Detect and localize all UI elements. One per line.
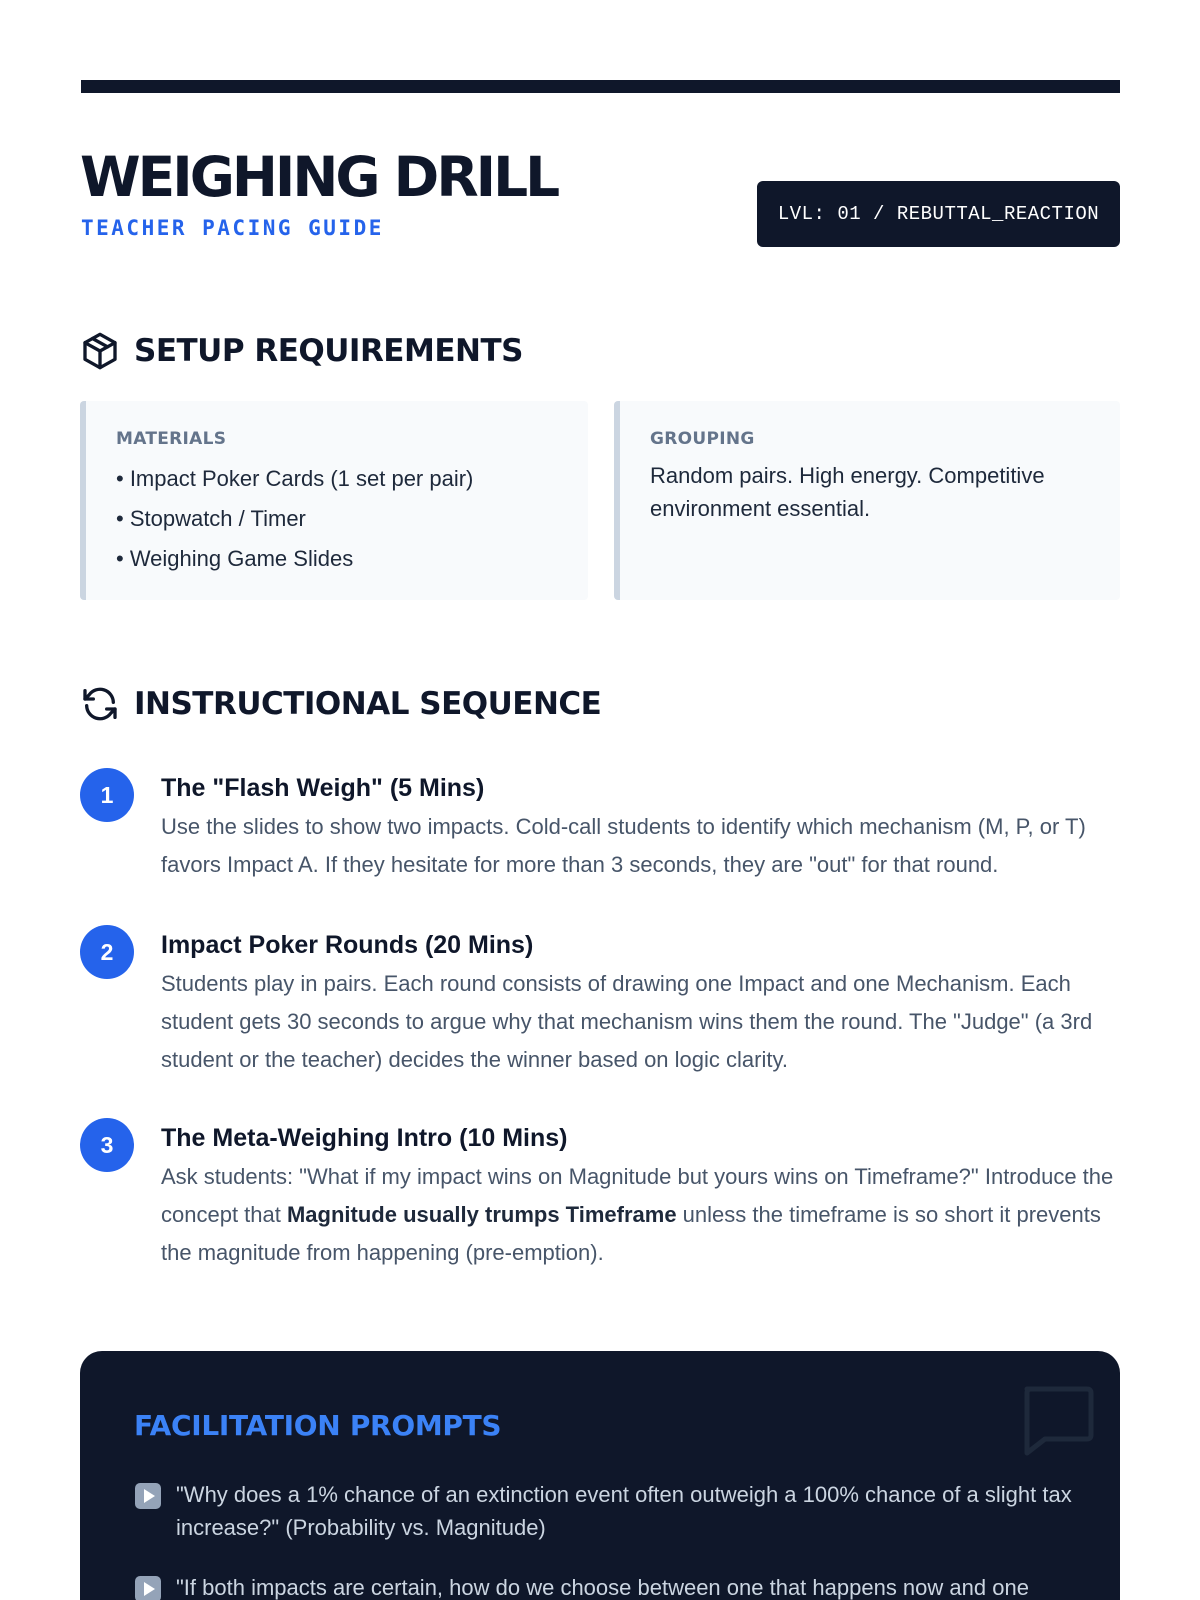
list-item: • Impact Poker Cards (1 set per pair)	[116, 466, 474, 491]
page-subtitle: TEACHER PACING GUIDE	[81, 216, 384, 240]
materials-card	[80, 401, 588, 600]
grouping-card	[614, 401, 1120, 600]
level-badge: LVL: 01 / REBUTTAL_REACTION	[757, 181, 1120, 247]
play-button-icon	[134, 1575, 162, 1600]
prompts-heading: FACILITATION PROMPTS	[134, 1409, 502, 1442]
step-description	[161, 1158, 1121, 1272]
refresh-icon	[80, 684, 120, 724]
prompt-item	[134, 1571, 1094, 1600]
step-title: Impact Poker Rounds (20 Mins)	[161, 931, 534, 959]
step-description: Students play in pairs. Each round consists of drawing one Impact and one Mechanism. Each student gets 30 seconds to argue why that mechanism wins them the round. The "Judge" (a 3rd student or the teacher) decides the winner based on logic clarity.	[161, 971, 1093, 1072]
grouping-text: Random pairs. High energy. Competitive environment essential.	[650, 463, 1045, 521]
step-number: 2	[80, 925, 134, 979]
step-description-part: Ask students: "What if my impact wins on Magnitude but yours wins on Timeframe?" Introduce the concept that	[161, 1164, 1114, 1227]
prompt-text: "Why does a 1% chance of an extinction event often outweigh a 100% chance of a slight tax increase?" (Probability vs. Magnitude)	[176, 1482, 1072, 1540]
setup-heading-text: SETUP REQUIREMENTS	[134, 333, 523, 369]
top-rule	[81, 80, 1120, 93]
play-button-icon	[134, 1482, 162, 1510]
grouping-label: GROUPING	[650, 429, 755, 449]
page-title: WEIGHING DRILL	[80, 145, 558, 209]
setup-heading	[80, 331, 523, 371]
step-number: 1	[80, 768, 134, 822]
cube-icon	[80, 331, 120, 371]
step-description: Use the slides to show two impacts. Cold-call students to identify which mechanism (M, P, or T) favors Impact A. If they hesitate for more than 3 seconds, they are "out" for that round.	[161, 814, 1086, 877]
chat-icon	[1017, 1383, 1097, 1459]
sequence-heading-text: INSTRUCTIONAL SEQUENCE	[134, 686, 602, 722]
list-item: • Stopwatch / Timer	[116, 506, 306, 531]
prompt-item	[134, 1478, 1094, 1544]
step-number: 3	[80, 1118, 134, 1172]
step-description-emphasis: Magnitude usually trumps Timeframe	[286, 1202, 677, 1227]
materials-list	[116, 459, 558, 579]
list-item: • Weighing Game Slides	[116, 546, 354, 571]
materials-label: MATERIALS	[116, 429, 227, 449]
facilitation-prompts-panel	[80, 1351, 1120, 1600]
step-description-part: unless the timeframe is so short it prevents the magnitude from happening (pre-emption).	[161, 1202, 1101, 1265]
step-title: The Meta-Weighing Intro (10 Mins)	[161, 1124, 568, 1152]
prompt-text: "If both impacts are certain, how do we choose between one that happens now and one	[176, 1575, 1029, 1600]
sequence-heading	[80, 684, 601, 724]
step-title: The "Flash Weigh" (5 Mins)	[161, 774, 485, 802]
